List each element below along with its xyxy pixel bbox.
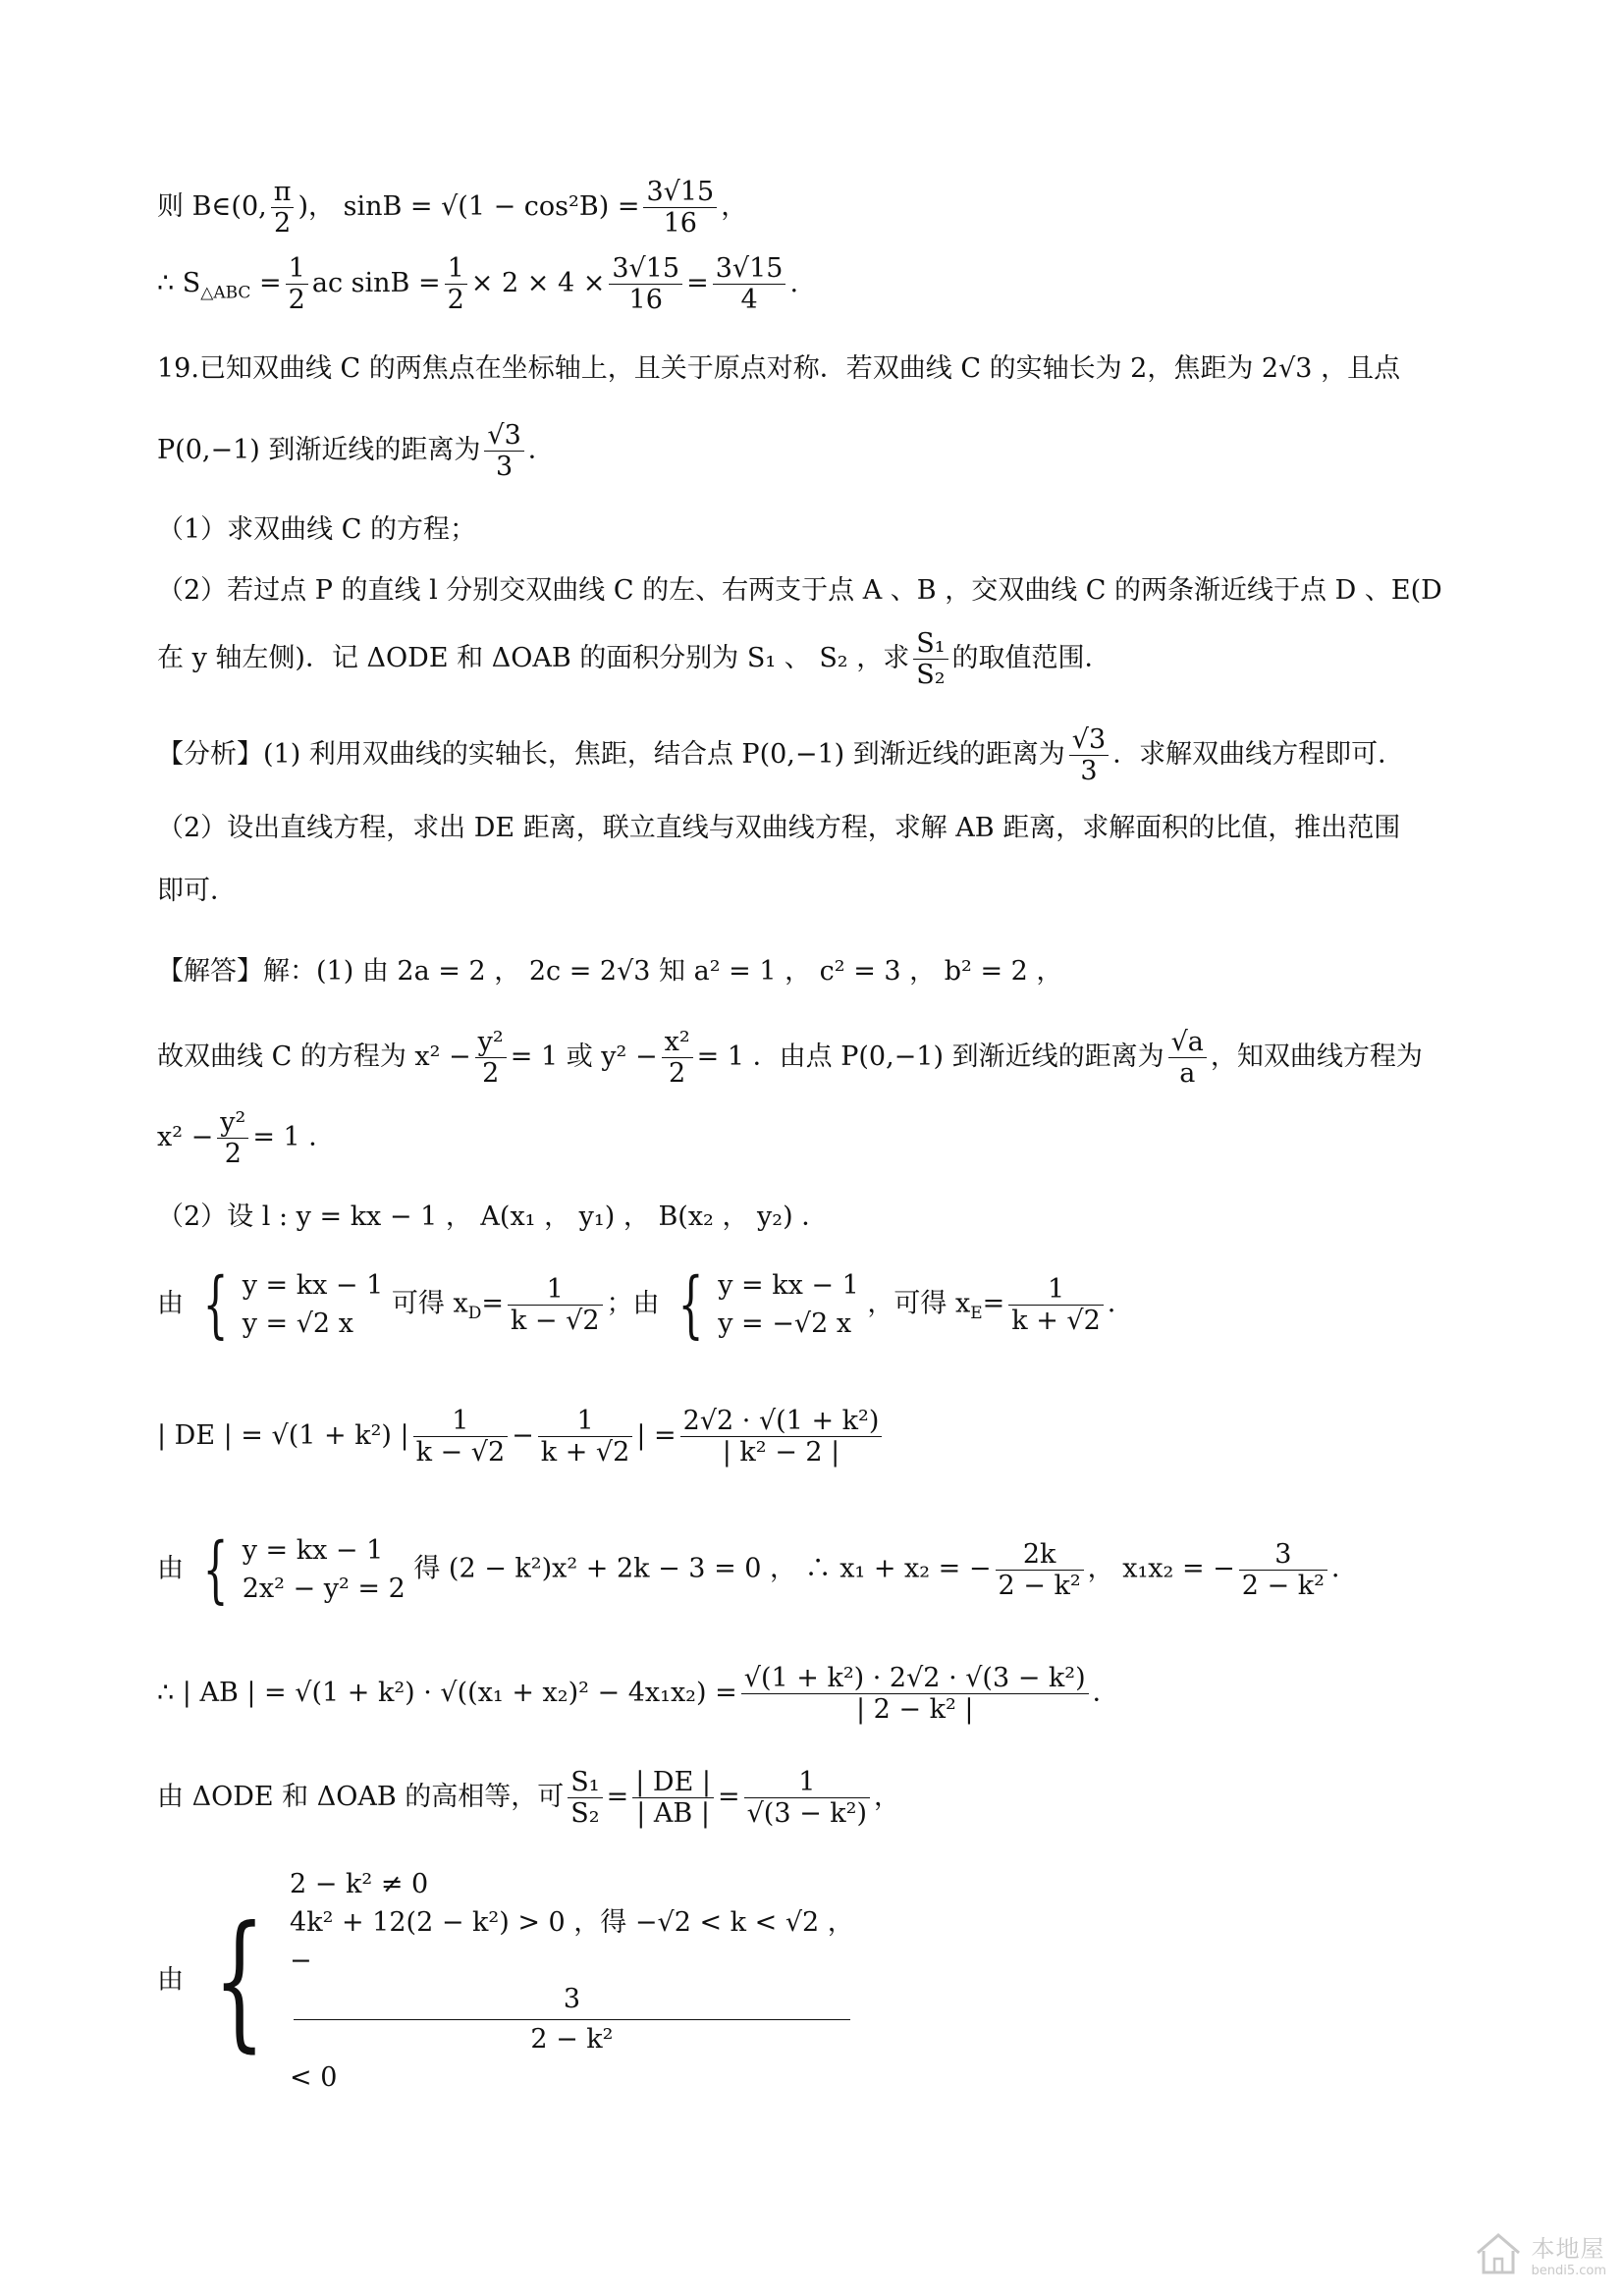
problem-19-line-1: 19.已知双曲线 C 的两焦点在坐标轴上，且关于原点对称．若双曲线 C 的实轴长为 2，焦距为 2√3 ，且点: [157, 353, 1401, 384]
fraction-xe: $\frac{1}{k + √2}$: [1008, 1274, 1104, 1336]
fraction-s1-s2-b: $\frac{\text{S₁}}{\text{S₂}}$: [568, 1767, 602, 1829]
house-icon: [1472, 2227, 1525, 2280]
fraction-de-1: $\frac{1}{k - √2}$: [413, 1406, 509, 1468]
system-hyperbola: { y = kx − 1 2x² − y² = 2: [202, 1527, 406, 1613]
watermark-name: 本地屋: [1531, 2235, 1605, 2263]
fraction-ab: $\frac{\text{√(1 + k²) · 2√2 · √(3 − k²)}}{\text{| 2 − k² |}}$: [741, 1663, 1089, 1725]
solution-line-4: （2）设 l : y = kx − 1 ， A(x₁ ， y₁) ， B(x₂ ， y₂) ．: [157, 1201, 829, 1232]
solution-line-10: 由 { 2 − k² ≠ 0 4k² + 12(2 − k²) > 0 ，得 −√2 < k < √2 ， − 3 2 − k² < 0: [157, 1865, 1477, 2097]
fraction-y2-2-b: $\frac{\text{y²}}{2}$: [217, 1107, 248, 1169]
problem-19-line-2: P(0,−1) 到渐近线的距离为 $\frac{√3}{3}$ ．: [157, 420, 555, 483]
analysis-line-3: 即可．: [157, 876, 237, 906]
fraction-3sqrt15-16: $\frac{3√15}{16}$: [643, 177, 717, 239]
question-2-line-1: （2）若过点 P 的直线 l 分别交双曲线 C 的左、右两支于点 A 、B ，交双曲线 C 的两条渐近线于点 D 、E(D: [157, 575, 1442, 606]
solution-line-7: 由 { y = kx − 1 2x² − y² = 2 得 (2 − k²)x² + 2k − 3 = 0 ， ∴ x₁ + x₂ = − $\frac{2k}{\text{2 − k²}}$ ， x₁x₂ = − $\frac{3}{\text{2 − k²}}$ ．: [157, 1527, 1358, 1613]
brace: {: [213, 1895, 265, 2066]
fraction-sqrt3-3: $\frac{√3}{3}$: [484, 420, 523, 482]
question-2-line-2: 在 y 轴左侧)．记 ΔODE 和 ΔOAB 的面积分别为 S₁ 、 S₂ ，求 $\frac{\text{S₁}}{\text{S₂}}$ 的取值范围．: [157, 628, 1111, 691]
line-sinB: 则 B∈(0, $\frac{\pi}{2}$ )， sinB = √(1 − cos²B) = $\frac{3√15}{16}$ ，: [157, 177, 748, 240]
solution-line-1: 【解答】解：(1) 由 2a = 2 ， 2c = 2√3 知 a² = 1 ， c² = 3 ， b² = 2 ，: [157, 956, 1063, 987]
watermark-logo: [1472, 2227, 1606, 2280]
solution-line-9: 由 ΔODE 和 ΔOAB 的高相等，可 $\frac{\text{S₁}}{\text{S₂}}$ = $\frac{| DE |}{| AB |}$ = $\frac{1}{\text{√(3 − k²)}}$ ，: [157, 1767, 901, 1830]
fraction-de-2: $\frac{1}{k + √2}$: [538, 1406, 633, 1468]
brace: {: [677, 1262, 704, 1348]
fraction-sqrt3-3-b: $\frac{√3}{3}$: [1069, 724, 1109, 786]
line-area-abc: ∴ $S_{\triangle ABC}$ = $\frac{1}{2}$ ac sinB = $\frac{1}{2}$ × 2 × 4 × $\frac{3√15}{16}$ = $\frac{3√15}{4}$ .: [157, 253, 799, 316]
fraction-pi-over-2: $\frac{\pi}{2}$: [271, 177, 295, 239]
fraction-half-2: $\frac{1}{2}$: [445, 253, 467, 315]
solution-line-8: ∴ | AB | = √(1 + k²) · √((x₁ + x₂)² − 4x₁x₂) = $\frac{\text{√(1 + k²) · 2√2 · √(3 − k²)}}{\text{| 2 − k² |}}$ ．: [157, 1663, 1119, 1726]
solution-line-2: 故双曲线 C 的方程为 x² − $\frac{\text{y²}}{2}$ = 1 或 y² − $\frac{\text{x²}}{2}$ = 1 ．由点 P(0,−1) 到渐近线的距离为 $\frac{√a}{a}$ ，知双曲线方程为: [157, 1027, 1423, 1090]
system-d: { y = kx − 1 y = √2 x: [202, 1262, 384, 1348]
fraction-de-ab: $\frac{| DE |}{| AB |}$: [632, 1767, 714, 1829]
fraction-s1-s2: $\frac{\text{S₁}}{\text{S₂}}$: [913, 628, 947, 690]
solution-tag: 【解答】: [157, 956, 263, 987]
analysis-line-2: （2）设出直线方程，求出 DE 距离，联立直线与双曲线方程，求解 AB 距离，求解面积的比值，推出范围: [157, 813, 1401, 843]
brace: {: [202, 1527, 229, 1613]
system-e: { y = kx − 1 y = −√2 x: [677, 1262, 859, 1348]
watermark-sub: bendi5.com: [1531, 2264, 1606, 2278]
solution-line-3: x² − $\frac{\text{y²}}{2}$ = 1 ．: [157, 1107, 336, 1170]
fraction-sum: $\frac{2k}{\text{2 − k²}}$: [996, 1539, 1084, 1601]
analysis-line-1: 【分析】(1) 利用双曲线的实轴长，焦距，结合点 P(0,−1) 到渐近线的距离为 $\frac{√3}{3}$ ．求解双曲线方程即可．: [157, 724, 1405, 787]
fraction-x2-2: $\frac{\text{x²}}{2}$: [662, 1027, 693, 1089]
fraction-de-result: $\frac{\text{2√2 · √(1 + k²)}}{\text{| k² − 2 |}}$: [680, 1406, 883, 1468]
fraction-3sqrt15-16-b: $\frac{3√15}{16}$: [609, 253, 682, 315]
fraction-xd: $\frac{1}{k - √2}$: [508, 1274, 603, 1336]
fraction-condition: 3 2 − k²: [294, 1980, 850, 2057]
brace: {: [202, 1262, 229, 1348]
fraction-sqrta-a: $\frac{√a}{a}$: [1168, 1027, 1207, 1089]
question-1: （1）求双曲线 C 的方程；: [157, 514, 477, 545]
solution-line-5: 由 { y = kx − 1 y = √2 x 可得 $x_D=$ $\frac{1}{k - √2}$ ；由 { y = kx − 1 y = −√2 x ，可得 $x_E=$ $\frac{1}{k + √2}$ ．: [157, 1262, 1134, 1348]
fraction-ratio-result: $\frac{1}{\text{√(3 − k²)}}$: [744, 1767, 870, 1829]
solution-line-6: | DE | = √(1 + k²) | $\frac{1}{k - √2}$ − $\frac{1}{k + √2}$ | = $\frac{\text{2√2 · √(1 + k²)}}{\text{| k² − 2 |}}$: [157, 1406, 1477, 1468]
fraction-y2-2: $\frac{\text{y²}}{2}$: [475, 1027, 507, 1089]
fraction-3sqrt15-4: $\frac{3√15}{4}$: [713, 253, 786, 315]
system-conditions: { 2 − k² ≠ 0 4k² + 12(2 − k²) > 0 ，得 −√2 < k < √2 ， − 3 2 − k² < 0: [213, 1869, 854, 2093]
analysis-tag: 【分析】: [157, 739, 263, 771]
fraction-half-1: $\frac{1}{2}$: [286, 253, 308, 315]
fraction-product: $\frac{3}{\text{2 − k²}}$: [1239, 1539, 1327, 1601]
